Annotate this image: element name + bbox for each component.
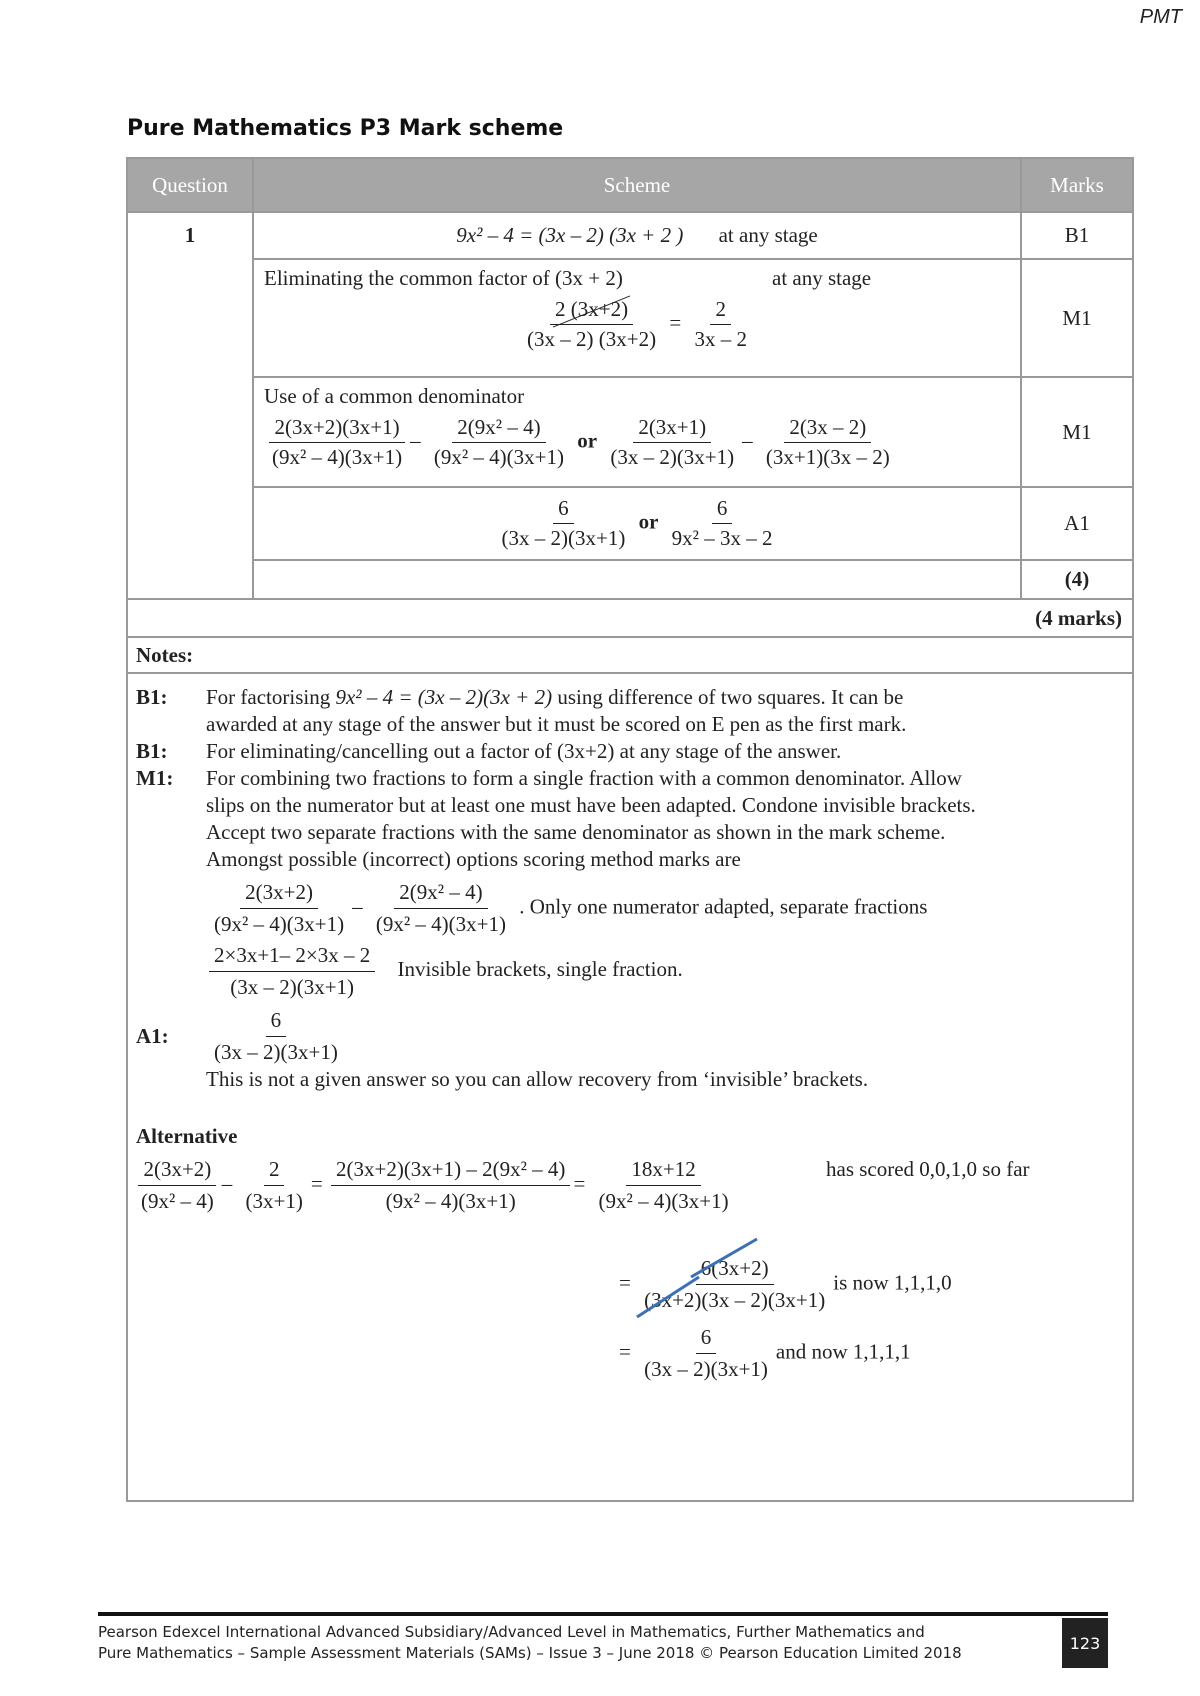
page-number: 123 (1062, 1618, 1108, 1668)
alternative-working: $\frac{2(3x+2)}{\text{(9x² – 4)}}$ – $\frac{2}{(3x+1)}$ = $\frac{\text{2(3x+2)(3x+1) – 2(9x² – 4)}}{\text{(9x² – 4)(3x+1)}}$ = $\frac{18x+12}{\text{(9x² – 4)(3x+1)}}$ has scored 0,0,1,0 so far (136, 1156, 1124, 1215)
alternative-heading: Alternative (136, 1124, 238, 1148)
blue-annotation-strikes (629, 1237, 839, 1327)
alternative-step-3: = $\frac{6}{(3x - 2)(3x+1)}$ and now 1,1,1,1 (619, 1325, 911, 1381)
scheme-cell (253, 560, 1021, 599)
notes-cell: B1: For factorising 9x² – 4 = (3x – 2)(3x + 2) using difference of two squares. It can be awarded at any stage of the answer but it must be scored on E pen as the first mark. B1: For eliminating/cancelling out a factor of (3x+2) at any stage of the answer. M1: For combining two fractions to form a single fraction with a common denominator. Allow slips on the numerator but at least one must have been adapted. Condone invisible brackets. Accept two separate fractions with the same denominator as shown in the mark scheme. Amongst possible (incorrect) options scoring method marks are $\frac{2(3x+2)}{\text{(9x² – 4)(3x+1)}}$ – $\frac{\text{2(9x² – 4)}}{\text{(9x² – 4)(3x+1)}}$ . Only one numerator adapted, separate fractions $\frac{2\times 3x+1- 2\times 3x - 2}{(3x - 2)(3x+1)}$ Invisible brackets, single fraction. A1: $\frac{6}{(3x - 2)(3x+1)}$ This is not a given answer so you can allow recovery from ‘invisible’ brackets. Alternative $\frac{2(3x+2)}{\text{(9x² – 4)}}$ – $\frac{2}{(3x+1)}$ = $\frac{\text{2(3x+2)(3x+1) – 2(9x² – 4)}}{\text{(9x² – 4)(3x+1)}}$ = $\frac{18x+12}{\text{(9x² – 4)(3x+1)}}$ has scored 0,0,1,0 so far = $\frac{6(3x+2)}{(3x+2)(3x - 2)(3x+1)}$ is now 1,1,1,0 = $\frac{6}{(3x - 2)(3x+1)}$ and now 1,1,1,1 (127, 673, 1133, 1501)
mark-value: A1 (1021, 487, 1133, 560)
footer-rule (98, 1612, 1108, 1616)
table-row (127, 259, 1133, 377)
page-title: Pure Mathematics P3 Mark scheme (127, 116, 564, 141)
example-fractions-1: $\frac{2(3x+2)}{\text{(9x² – 4)(3x+1)}}$ – $\frac{\text{2(9x² – 4)}}{\text{(9x² – 4)(3x+1)}}$ . Only one numerator adapted, separate fractions (214, 880, 928, 936)
mark-value: B1 (1021, 212, 1133, 259)
table-row (127, 377, 1133, 487)
scheme-cell: $\frac{6}{(3x - 2)(3x+1)}$ or $\frac{6}{\text{9x² – 3x – 2}}$ (253, 487, 1021, 560)
mark-value: M1 (1021, 377, 1133, 487)
footer-text: Pearson Edexcel International Advanced Subsidiary/Advanced Level in Mathematics, Further Mathematics and Pure Mathematics – Sample Assessment Materials (SAMs) – Issue 3 – June 2018 © Pearson Education Limited 2018 (98, 1623, 962, 1662)
table-row (127, 487, 1133, 560)
scheme-note: at any stage (772, 266, 872, 290)
pmt-label: PMT (1139, 6, 1182, 28)
header-marks: Marks (1021, 158, 1133, 212)
scheme-intro: Use of a common denominator (264, 384, 525, 408)
cancel-fraction: $\frac{2 (3x+2)}{(3x - 2) (3x+2)}$ (527, 297, 657, 351)
alternative-step-2: = $\frac{6(3x+2)}{(3x+2)(3x - 2)(3x+1)}$ is now 1,1,1,0 (619, 1255, 1124, 1314)
question-number: 1 (127, 212, 253, 599)
notes-row (127, 673, 1133, 1501)
header-scheme: Scheme (253, 158, 1021, 212)
result-fraction: $\frac{2}{3x - 2}$ (694, 297, 747, 351)
scheme-cell: Eliminating the common factor of (3x + 2) at any stage $\frac{2 (3x+2)}{(3x - 2) (3x+2)}$ = $\frac{2}{3x - 2}$ (253, 259, 1021, 377)
total-marks: (4 marks) (127, 599, 1133, 637)
table-row (127, 212, 1133, 259)
notes-header-row (127, 637, 1133, 673)
scheme-factorisation: 9x² – 4 = (3x – 2) (3x + 2 ) (456, 223, 684, 247)
subtotal-marks: (4) (1021, 560, 1133, 599)
header-question: Question (127, 158, 253, 212)
example-fractions-2: $\frac{2\times 3x+1- 2\times 3x - 2}{(3x - 2)(3x+1)}$ Invisible brackets, single fraction. (206, 942, 1124, 1001)
table-row (127, 560, 1133, 599)
footer (98, 1612, 1108, 1662)
total-row (127, 599, 1133, 637)
table-header-row (127, 158, 1133, 212)
scheme-cell: Use of a common denominator $\frac{2(3x+2)(3x+1)}{\text{(9x² – 4)(3x+1)}}$ – $\frac{\text{2(9x² – 4)}}{\text{(9x² – 4)(3x+1)}}$ or $\frac{2(3x+1)}{(3x - 2)(3x+1)}$ – $\frac{2(3x - 2)}{(3x+1)(3x - 2)}$ (253, 377, 1021, 487)
mark-value: M1 (1021, 259, 1133, 377)
scheme-note: at any stage (718, 223, 818, 247)
scheme-cell (253, 212, 1021, 259)
notes-label: Notes: (127, 637, 1133, 673)
scheme-intro: Eliminating the common factor of (3x + 2) (264, 266, 623, 290)
mark-scheme-table (126, 157, 1134, 1502)
